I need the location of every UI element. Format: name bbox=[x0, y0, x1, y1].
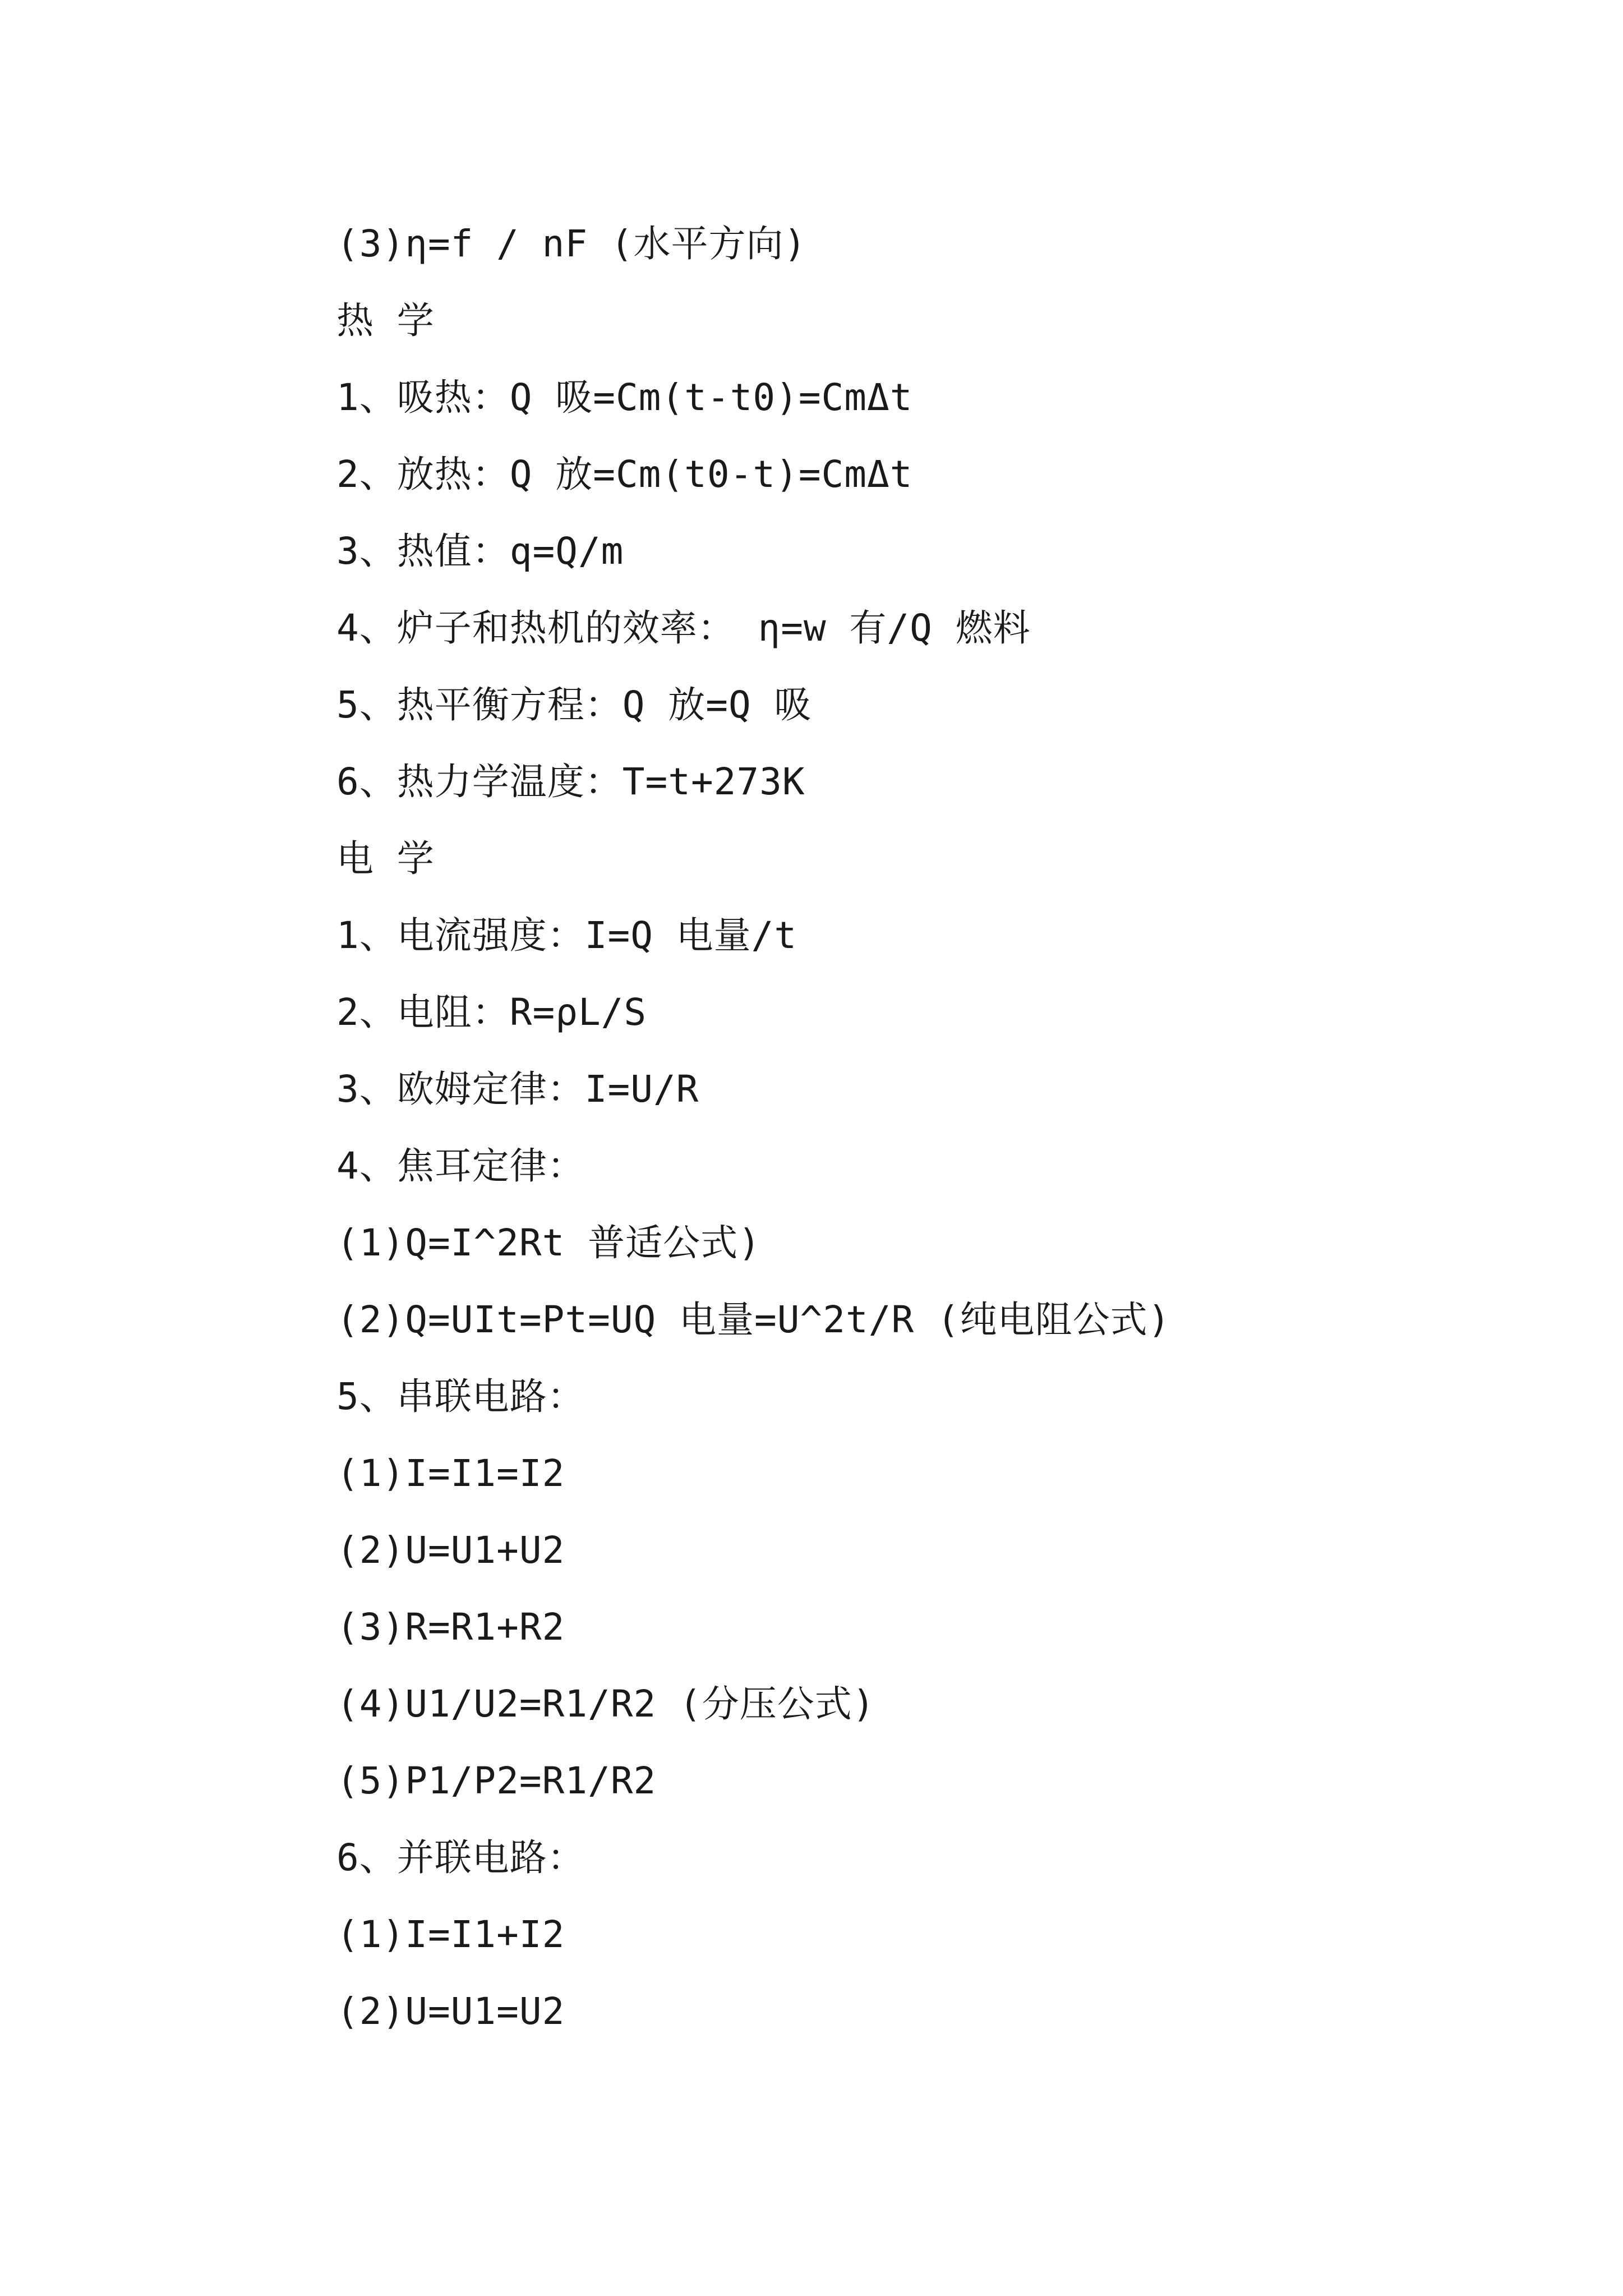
formula-current: 1、电流强度：I=Q 电量/t bbox=[336, 914, 797, 957]
series-formula-voltage-divider: (4)U1/U2=R1/R2 (分压公式) bbox=[336, 1682, 875, 1726]
series-formula-power-ratio: (5)P1/P2=R1/R2 bbox=[336, 1759, 657, 1802]
formula-heat-balance: 5、热平衡方程：Q 放=Q 吸 bbox=[336, 683, 812, 726]
formula-heat-value: 3、热值：q=Q/m bbox=[336, 530, 624, 573]
section-heading-thermodynamics: 热 学 bbox=[336, 299, 435, 342]
document-body bbox=[336, 216, 1570, 2060]
parallel-circuit-heading: 6、并联电路： bbox=[336, 1836, 585, 1879]
formula-thermodynamic-temperature: 6、热力学温度：T=t+273K bbox=[336, 760, 805, 803]
formula-heat-absorbed: 1、吸热：Q 吸=Cm(t-t0)=CmΔt bbox=[336, 376, 913, 419]
formula-joules-law-heading: 4、焦耳定律： bbox=[336, 1144, 585, 1188]
series-formula-resistance: (3)R=R1+R2 bbox=[336, 1605, 565, 1649]
formula-efficiency-horizontal: (3)η=f / nF (水平方向) bbox=[336, 222, 807, 265]
series-formula-voltage: (2)U=U1+U2 bbox=[336, 1529, 565, 1572]
parallel-formula-current: (1)I=I1+I2 bbox=[336, 1913, 565, 1956]
formula-heat-engine-efficiency: 4、炉子和热机的效率： η=w 有/Q 燃料 bbox=[336, 606, 1031, 650]
section-heading-electricity: 电 学 bbox=[336, 837, 435, 880]
series-circuit-heading: 5、串联电路： bbox=[336, 1375, 585, 1418]
formula-joules-law-general: (1)Q=I^2Rt 普适公式) bbox=[336, 1221, 761, 1264]
series-formula-current: (1)I=I1=I2 bbox=[336, 1452, 565, 1495]
formula-heat-released: 2、放热：Q 放=Cm(t0-t)=CmΔt bbox=[336, 453, 913, 496]
formula-resistance: 2、电阻：R=ρL/S bbox=[336, 991, 647, 1034]
formula-ohms-law: 3、欧姆定律：I=U/R bbox=[336, 1068, 699, 1111]
formula-joules-law-pure-resistance: (2)Q=UIt=Pt=UQ 电量=U^2t/R (纯电阻公式) bbox=[336, 1298, 1171, 1341]
parallel-formula-voltage: (2)U=U1=U2 bbox=[336, 1990, 565, 2033]
